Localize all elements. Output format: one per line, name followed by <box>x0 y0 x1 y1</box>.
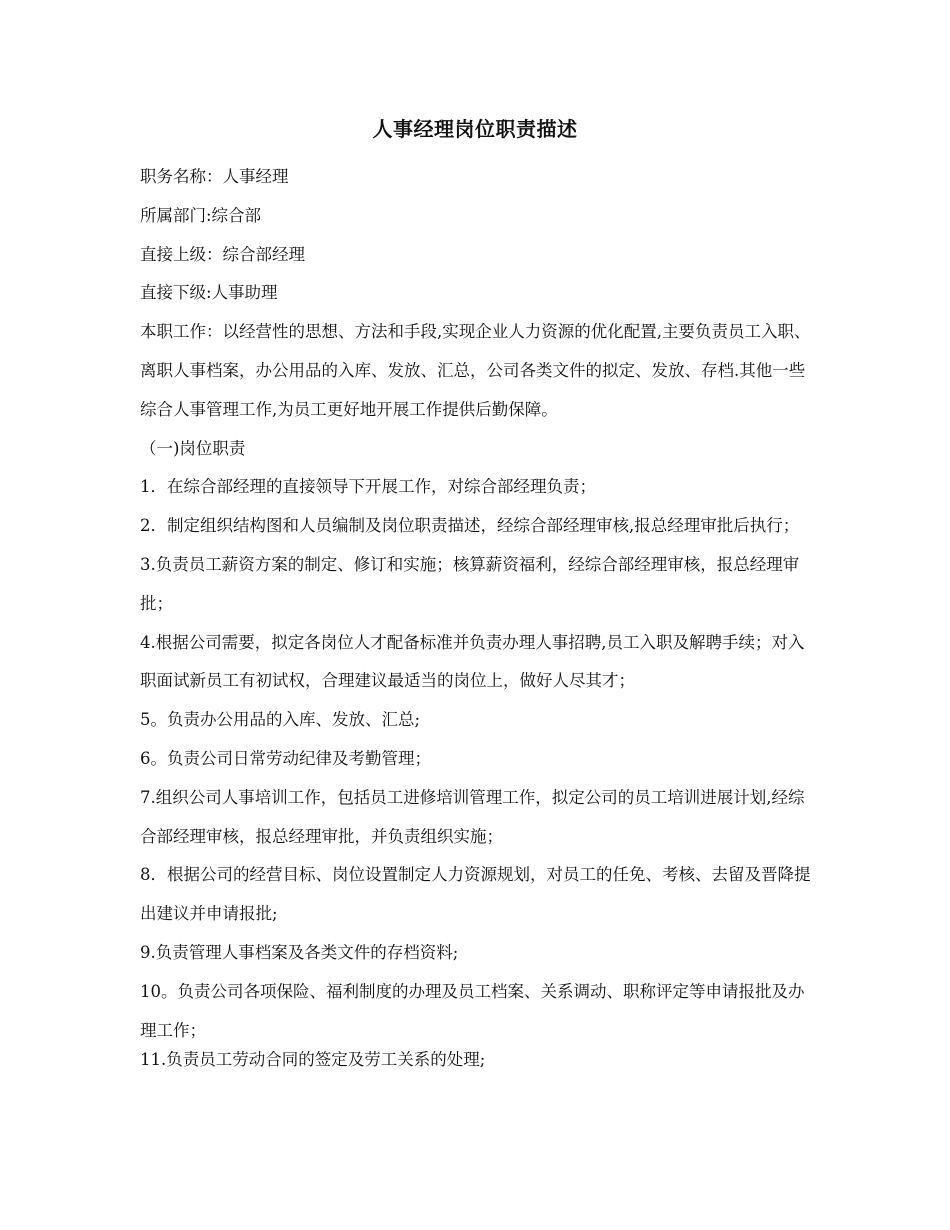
duty-item-9: 9.负责管理人事档案及各类文件的存档资料; <box>140 942 459 962</box>
field-department: 所属部门:综合部 <box>140 205 262 225</box>
duty-item-6: 6。负责公司日常劳动纪律及考勤管理； <box>140 748 431 768</box>
field-job-title: 职务名称：人事经理 <box>140 167 289 186</box>
document-body <box>140 158 812 1075</box>
field-direct-subordinate: 直接下级:人事助理 <box>140 283 278 303</box>
duty-item-2: 2．制定组织结构图和人员编制及岗位职责描述，经综合部经理审核,报总经理审批后执行； <box>140 516 800 536</box>
duty-item-8: 8．根据公司的经营目标、岗位设置制定人力资源规划，对员工的任免、考核、去留及晋降提出建议并申请报批; <box>140 865 811 924</box>
duty-item-11: 11.负责员工劳动合同的签定及劳工关系的处理; <box>140 1050 486 1070</box>
duty-item-10: 10。负责公司各项保险、福利制度的办理及员工档案、关系调动、职称评定等申请报批及办理工作； <box>140 981 805 1040</box>
duty-item-3: 3.负责员工薪资方案的制定、修订和实施；核算薪资福利，经综合部经理审核，报总经理审批； <box>140 554 800 613</box>
duty-item-1: 1．在综合部经理的直接领导下开展工作，对综合部经理负责； <box>140 477 596 497</box>
document-title: 人事经理岗位职责描述 <box>372 117 578 141</box>
duty-item-4: 4.根据公司需要，拟定各岗位人才配备标准并负责办理人事招聘,员工入职及解聘手续；对入职面试新员工有初试权，合理建议最适当的岗位上，做好人尽其才； <box>140 632 805 691</box>
field-direct-superior: 直接上级：综合部经理 <box>140 244 305 264</box>
section-heading-responsibilities: （一)岗位职责 <box>140 438 246 458</box>
job-summary-paragraph: 本职工作：以经营性的思想、方法和手段,实现企业人力资源的优化配置,主要负责员工入职、离职人事档案，办公用品的入库、发放、汇总，公司各类文件的拟定、发放、存档.其他一些综合人事管理工作,为员工更好地开展工作提供后勤保障。 <box>140 322 811 419</box>
duty-item-5: 5。负责办公用品的入库、发放、汇总; <box>140 710 421 730</box>
duty-item-7: 7.组织公司人事培训工作，包括员工进修培训管理工作，拟定公司的员工培训进展计划,经综合部经理审核，报总经理审批，并负责组织实施； <box>140 787 805 846</box>
